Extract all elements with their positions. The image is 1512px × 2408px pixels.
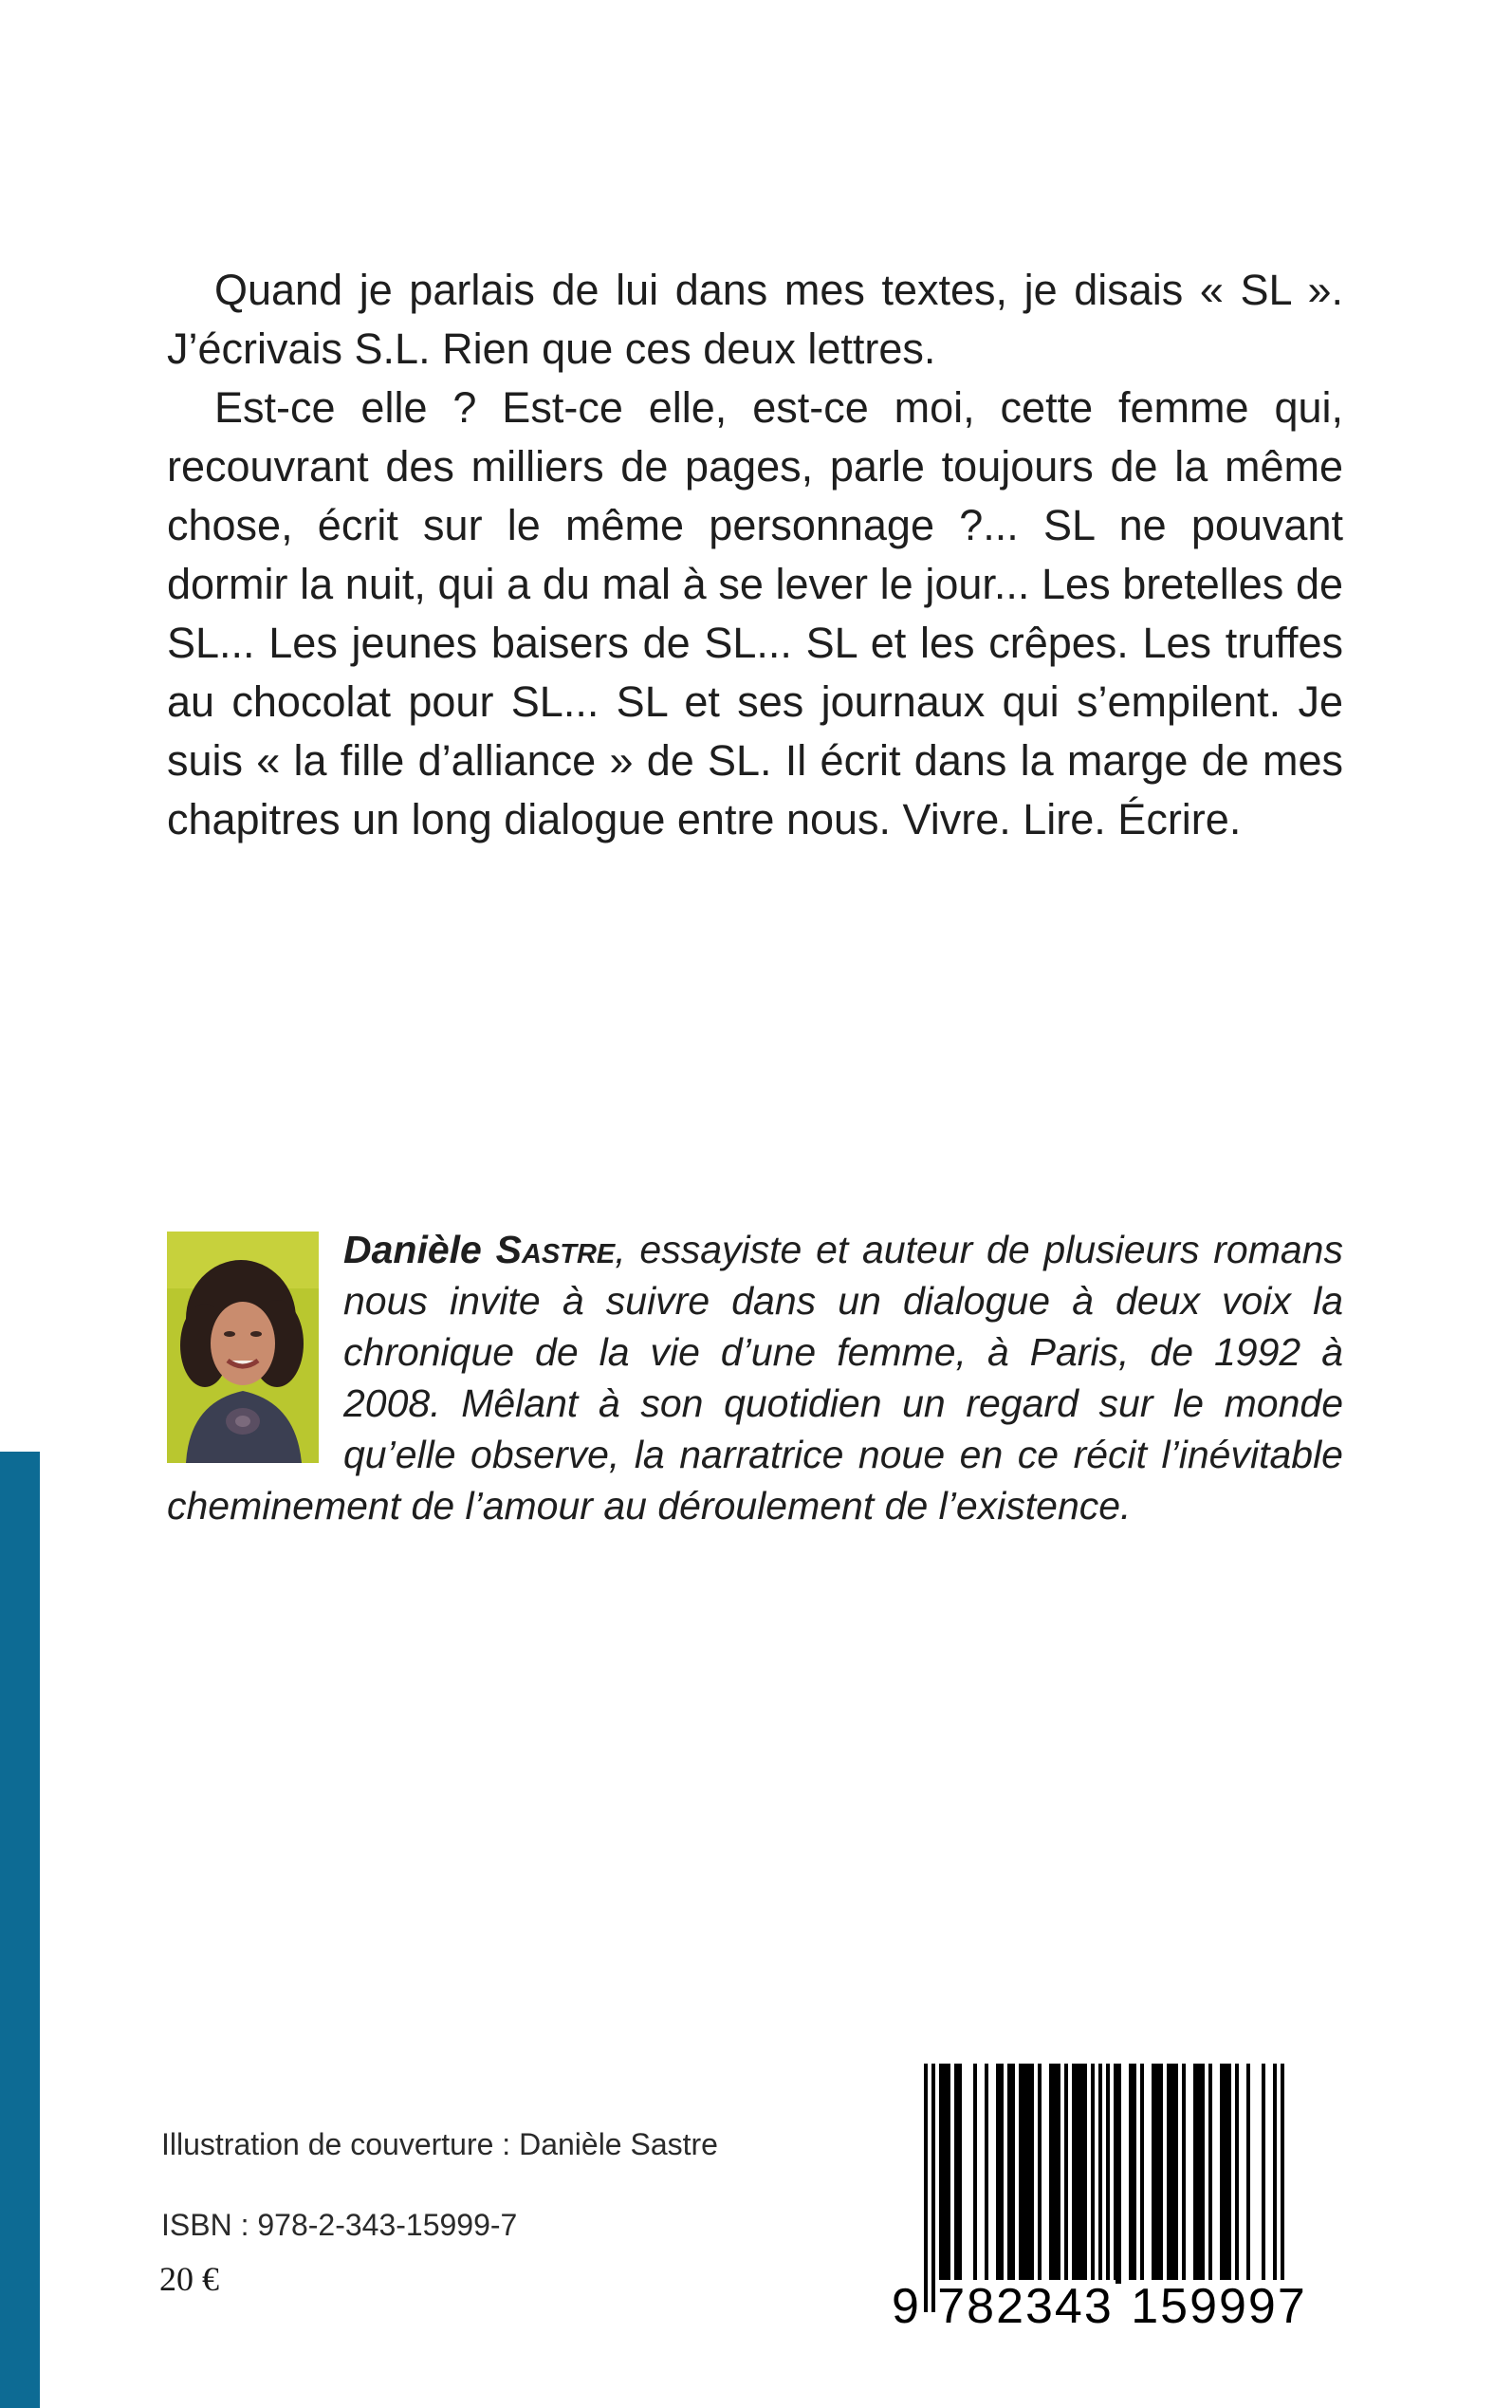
barcode-bar: [1026, 2064, 1030, 2284]
barcode-guard-bar: [931, 2064, 935, 2312]
isbn-number: ISBN : 978-2-343-15999-7: [161, 2208, 518, 2242]
cover-illustration-credit: Illustration de couverture : Danièle Sastre: [161, 2127, 718, 2161]
barcode-bar: [1114, 2064, 1117, 2284]
barcode-bar: [1030, 2064, 1034, 2284]
barcode-bar: [985, 2064, 988, 2284]
author-surname: Sastre: [495, 1228, 616, 1271]
barcode-bar: [1208, 2064, 1212, 2284]
barcode-bar: [947, 2064, 950, 2284]
barcode-bar: [1174, 2064, 1178, 2284]
barcode-bar: [1083, 2064, 1087, 2284]
barcode-bar: [939, 2064, 943, 2284]
barcode-bar: [1155, 2064, 1159, 2284]
barcode-guard-bar: [1273, 2064, 1277, 2312]
barcode-guard-bar: [1106, 2064, 1110, 2312]
barcode-digits: [892, 2280, 1318, 2333]
barcode-bar: [1057, 2064, 1060, 2284]
barcode-bar: [1140, 2064, 1144, 2284]
barcode-bar: [1007, 2064, 1011, 2284]
barcode-bar: [1262, 2064, 1265, 2284]
barcode-lead-digit: 9: [892, 2279, 921, 2334]
barcode-bar: [1227, 2064, 1231, 2284]
barcode-bar: [954, 2064, 958, 2284]
barcode-bar: [1079, 2064, 1083, 2284]
barcode-bar: [1049, 2064, 1053, 2284]
barcode-bar: [1038, 2064, 1042, 2284]
side-color-bar: [0, 1452, 40, 2408]
barcode-bar: [1064, 2064, 1068, 2284]
barcode-bar: [1220, 2064, 1224, 2284]
barcode-bar: [1201, 2064, 1205, 2284]
barcode-bar: [1076, 2064, 1079, 2284]
barcode-bar: [1197, 2064, 1201, 2284]
barcode-bar: [1053, 2064, 1057, 2284]
barcode-bar: [1023, 2064, 1026, 2284]
blurb-paragraph-2: Est-ce elle ? Est-ce elle, est-ce moi, cette femme qui, recouvrant des milliers de pages, parle toujours de la même chose, écrit sur le même personnage ?... SL ne pouvant dormir la nuit, qui a du mal à se lever le jour... Les bretelles de SL... Les jeunes baisers de SL... SL et les crêpes. Les truffes au chocolat pour SL... SL et ses journaux qui s’empilent. Je suis « la fille d’alliance » de SL. Il écrit dans la marge de mes chapitres un long dialogue entre nous. Vivre. Lire. Écrire.: [167, 383, 1343, 843]
barcode-bar: [1235, 2064, 1239, 2284]
barcode-guard-bar: [1281, 2064, 1284, 2312]
barcode-bar: [1117, 2064, 1121, 2284]
barcode-bar: [1182, 2064, 1186, 2284]
barcode-bar: [1193, 2064, 1197, 2284]
barcode-bar: [1011, 2064, 1015, 2284]
barcode-bar: [1224, 2064, 1227, 2284]
barcode-bar: [1167, 2064, 1171, 2284]
barcode-digit-group-2: 159997: [1129, 2280, 1309, 2333]
blurb-paragraph-1: Quand je parlais de lui dans mes textes, je disais « SL ». J’écrivais S.L. Rien que ces deux lettres.: [167, 266, 1343, 373]
barcode-bar: [1000, 2064, 1004, 2284]
back-cover-blurb: [167, 261, 1343, 849]
barcode-bar: [1019, 2064, 1023, 2284]
barcode-bar: [1133, 2064, 1136, 2284]
isbn-barcode: [892, 2064, 1318, 2339]
barcode-bar: [1091, 2064, 1095, 2284]
barcode-bar: [1246, 2064, 1250, 2284]
barcode-bar: [996, 2064, 1000, 2284]
barcode-bar: [958, 2064, 962, 2284]
price: 20 €: [159, 2260, 219, 2298]
barcode-guard-bar: [1098, 2064, 1102, 2312]
barcode-bar: [973, 2064, 977, 2284]
barcode-bar: [1152, 2064, 1155, 2284]
author-first-name: Danièle: [343, 1228, 482, 1271]
barcode-bar: [943, 2064, 947, 2284]
barcode-bar: [1072, 2064, 1076, 2284]
author-bio-text: , essayiste et auteur de plusieurs romans nous invite à suivre dans un dialogue à deux voix la chronique de la vie d’une femme, à Paris, de 1992 à 2008. Mêlant à son quotidien un regard sur le monde qu’elle observe, la narratrice noue en ce récit l’inévitable cheminement de l’amour au déroulement de l’existence.: [167, 1228, 1343, 1528]
barcode-bar: [1171, 2064, 1174, 2284]
barcode-bar: [1159, 2064, 1163, 2284]
barcode-digit-group-1: 782343: [935, 2280, 1116, 2333]
barcode-guard-bar: [924, 2064, 928, 2312]
author-bio: [167, 1224, 1343, 1531]
author-photo: [167, 1232, 319, 1463]
barcode-bar: [1129, 2064, 1133, 2284]
